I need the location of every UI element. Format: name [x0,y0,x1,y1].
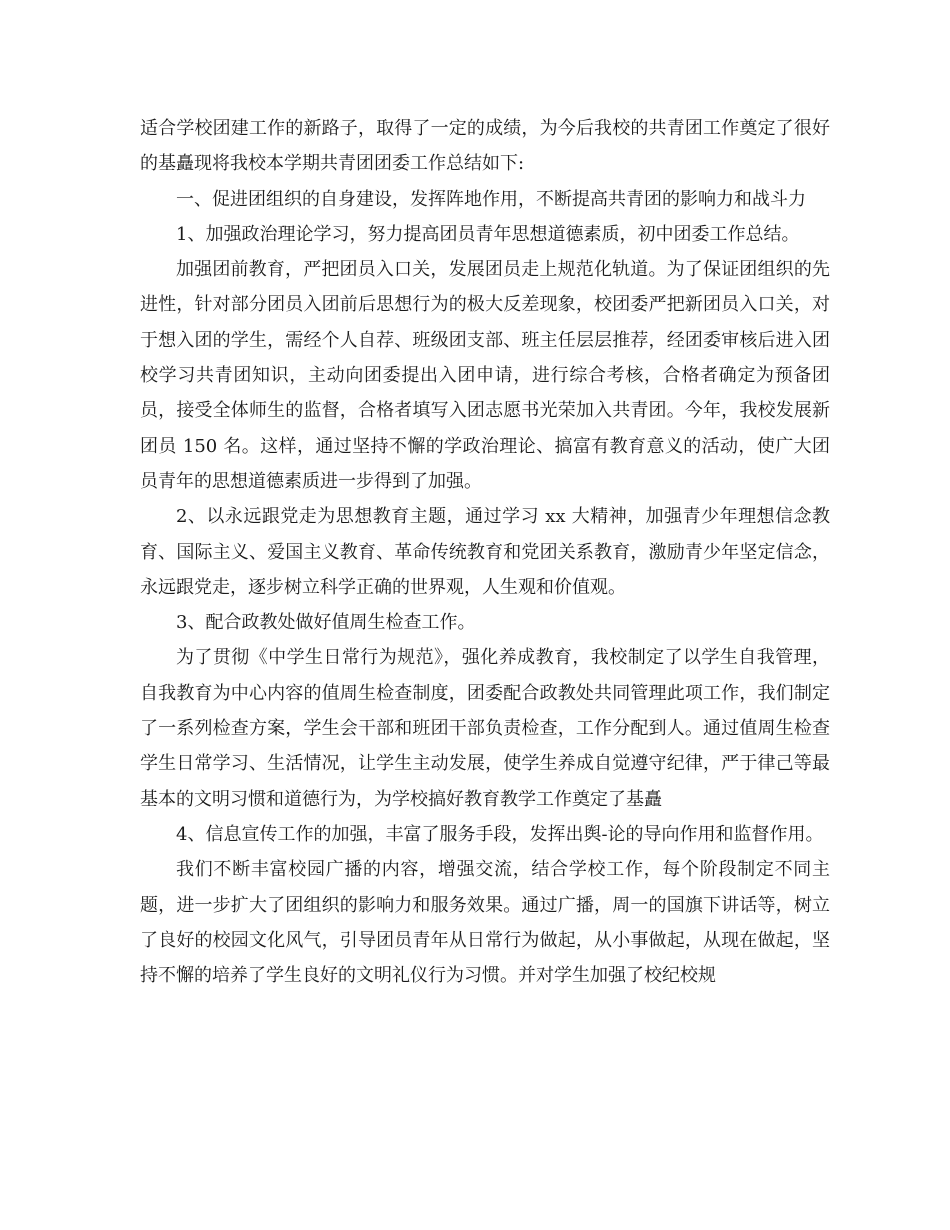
paragraph: 我们不断丰富校园广播的内容，增强交流，结合学校工作，每个阶段制定不同主题，进一步扩大了团组织的影响力和服务效果。通过广播，周一的国旗下讲话等，树立了良好的校园文化风气，引导团员青年从日常行为做起，从小事做起，从现在做起，坚持不懈的培养了学生良好的文明礼仪行为习惯。并对学生加强了校纪校规 [140,859,830,987]
paragraph: 为了贯彻《中学生日常行为规范》，强化养成教育，我校制定了以学生自我管理，自我教育为中心内容的值周生检查制度，团委配合政教处共同管理此项工作，我们制定了一系列检查方案，学生会干部和班团干部负责检查，工作分配到人。通过值周生检查学生日常学习、生活情况，让学生主动发展，使学生养成自觉遵守纪律，严于律己等最基本的文明习惯和道德行为，为学校搞好教育教学工作奠定了基矗 [140,647,830,810]
document-body [140,111,830,993]
paragraph: 3、配合政教处做好值周生检查工作。 [176,612,476,634]
paragraph: 4、信息宣传工作的加强，丰富了服务手段，发挥出舆-论的导向作用和监督作用。 [176,823,824,845]
paragraph: 加强团前教育，严把团员入口关，发展团员走上规范化轨道。为了保证团组织的先进性，针对部分团员入团前后思想行为的极大反差现象，校团委严把新团员入口关，对于想入团的学生，需经个人自荐、班级团支部、班主任层层推荐，经团委审核后进入团校学习共青团知识，主动向团委提出入团申请，进行综合考核，合格者确定为预备团员，接受全体师生的监督，合格者填写入团志愿书光荣加入共青团。今年，我校发展新团员 150 名。这样，通过坚持不懈的学政治理论、搞富有教育意义的活动，使广大团员青年的思想道德素质进一步得到了加强。 [140,259,830,492]
paragraph: 适合学校团建工作的新路子，取得了一定的成绩，为今后我校的共青团工作奠定了很好的基矗现将我校本学期共青团团委工作总结如下: [140,118,830,175]
paragraph: 2、以永远跟党走为思想教育主题，通过学习 xx 大精神，加强青少年理想信念教育、国际主义、爱国主义教育、革命传统教育和党团关系教育，激励青少年坚定信念，永远跟党走，逐步树立科学正确的世界观，人生观和价值观。 [140,506,830,598]
paragraph: 1、加强政治理论学习，努力提高团员青年思想道德素质，初中团委工作总结。 [176,223,800,245]
paragraph: 一、促进团组织的自身建设，发挥阵地作用，不断提高共青团的影响力和战斗力 [176,188,806,210]
